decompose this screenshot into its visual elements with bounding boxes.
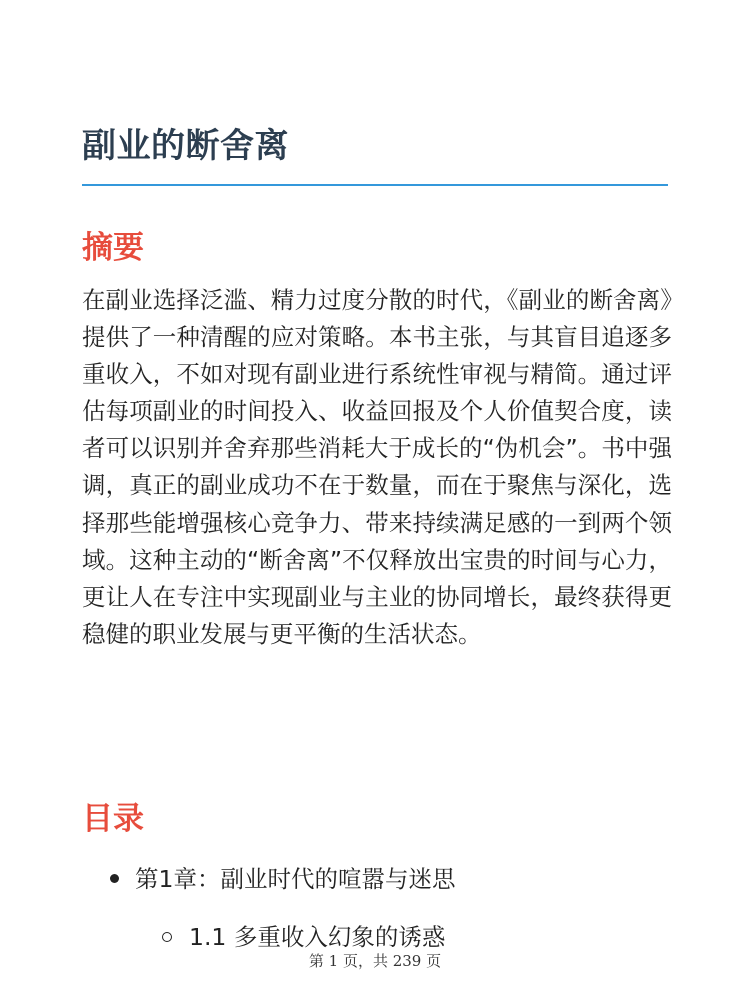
book-title: 副业的断舍离 [82, 126, 289, 166]
page-number-footer: 第 1 页，共 239 页 [308, 952, 442, 970]
title-divider [82, 184, 668, 186]
toc-item-section-1-1[interactable] [162, 918, 445, 952]
toc-item-label: 1.1 多重收入幻象的诱惑 [189, 923, 446, 951]
toc-heading: 目录 [82, 801, 144, 837]
bullet-circle-icon [162, 932, 172, 942]
summary-heading: 摘要 [82, 230, 144, 266]
toc-item-chapter-1[interactable] [110, 860, 455, 894]
toc-item-label: 第1章：副业时代的喧嚣与迷思 [135, 865, 456, 893]
bullet-disc-icon [110, 874, 119, 883]
summary-paragraph: 在副业选择泛滥、精力过度分散的时代，《副业的断舍离》提供了一种清醒的应对策略。本书主张，与其盲目追逐多重收入，不如对现有副业进行系统性审视与精简。通过评估每项副业的时间投入、收益回报及个人价值契合度，读者可以识别并舍弃那些消耗大于成长的“伪机会”。书中强调，真正的副业成功不在于数量，而在于聚焦与深化，选择那些能增强核心竞争力、带来持续满足感的一到两个领域。这种主动的“断舍离”不仅释放出宝贵的时间与心力，更让人在专注中实现副业与主业的协同增长，最终获得更稳健的职业发展与更平衡的生活状态。 [82, 286, 672, 648]
